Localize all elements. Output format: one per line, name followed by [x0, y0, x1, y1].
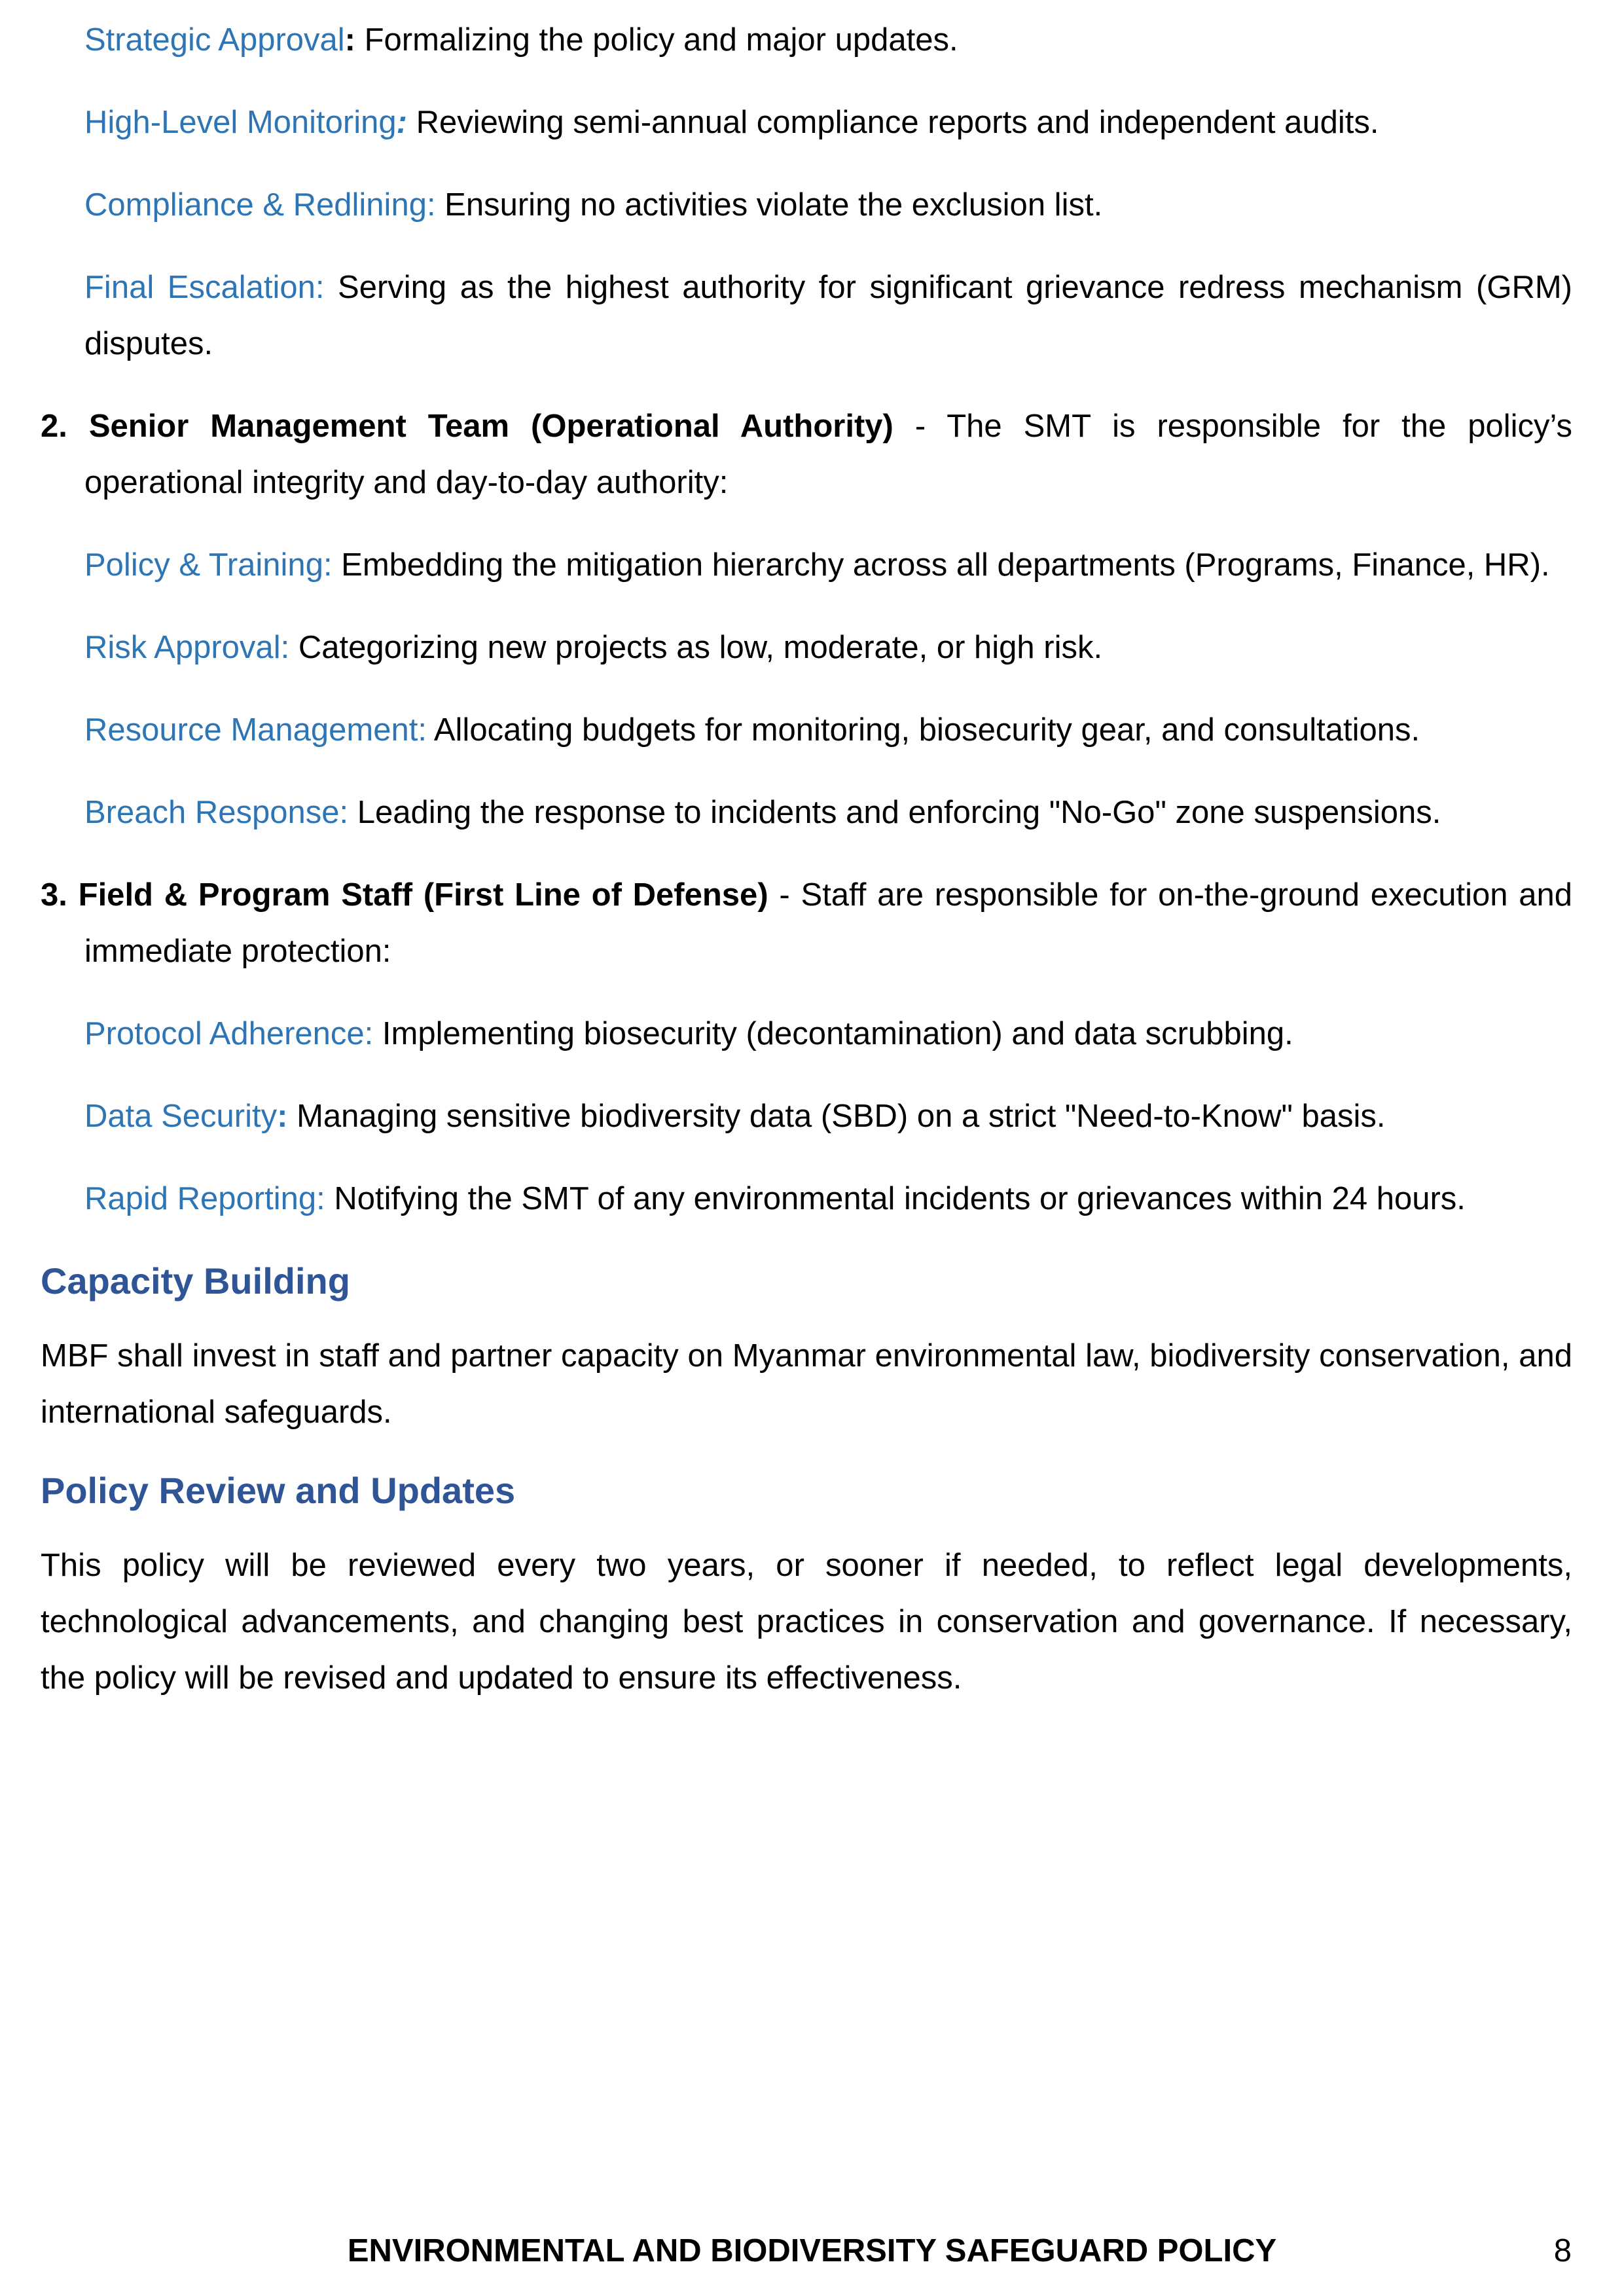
page-content — [41, 12, 1572, 1728]
item-term: Protocol Adherence: — [84, 1016, 374, 1051]
item-text: Ensuring no activities violate the exclusion list. — [435, 187, 1103, 223]
item-term: High-Level Monitoring — [84, 105, 397, 140]
numbered-role — [41, 867, 1572, 979]
item-term: Breach Response: — [84, 795, 349, 830]
list-item — [41, 94, 1572, 151]
item-text: Implementing biosecurity (decontamination) and data scrubbing. — [373, 1016, 1293, 1051]
item-term: Final Escalation: — [84, 270, 325, 305]
list-item — [41, 784, 1572, 841]
section-heading-policy-review: Policy Review and Updates — [41, 1470, 516, 1511]
item-text: Allocating budgets for monitoring, biosecurity gear, and consultations. — [426, 712, 1420, 748]
item-term: Policy & Training: — [84, 547, 333, 583]
list-item — [41, 259, 1572, 372]
paragraph-capacity-building: MBF shall invest in staff and partner capacity on Myanmar environmental law, biodiversity conservation, and international safeguards. — [41, 1338, 1572, 1430]
list-item — [41, 1006, 1572, 1062]
item-text: Embedding the mitigation hierarchy across all departments (Programs, Finance, HR). — [332, 547, 1550, 583]
page-number: 8 — [1553, 2233, 1572, 2269]
item-separator: : — [277, 1099, 288, 1134]
item-text: Serving as the highest authority for significant grievance redress mechanism (GRM) disputes. — [84, 270, 1573, 361]
list-item — [41, 537, 1572, 593]
list-item — [41, 177, 1572, 233]
item-text: Categorizing new projects as low, moderate, or high risk. — [289, 630, 1103, 665]
item-term: Resource Management: — [84, 712, 427, 748]
list-item — [41, 1171, 1572, 1227]
item-text: Leading the response to incidents and enforcing "No-Go" zone suspensions. — [348, 795, 1441, 830]
footer-title: ENVIRONMENTAL AND BIODIVERSITY SAFEGUARD POLICY — [347, 2233, 1277, 2269]
list-item — [41, 1088, 1572, 1144]
item-term: Risk Approval: — [84, 630, 290, 665]
item-separator: : — [396, 105, 407, 140]
numbered-role — [41, 398, 1572, 511]
role-description: - Staff are responsible for on-the-ground execution and immediate protection: — [84, 877, 1573, 969]
item-text: Managing sensitive biodiversity data (SBD) on a strict "Need-to-Know" basis. — [287, 1099, 1386, 1134]
list-item — [41, 702, 1572, 758]
section-heading-capacity-building: Capacity Building — [41, 1260, 350, 1302]
item-text: Formalizing the policy and major updates. — [355, 22, 958, 58]
list-item — [41, 12, 1572, 68]
item-term: Data Security — [84, 1099, 278, 1134]
role-label: 3. Field & Program Staff (First Line of Defense) — [41, 877, 768, 913]
paragraph-policy-review: This policy will be reviewed every two years, or sooner if needed, to reflect legal developments, technological advancements, and changing best practices in conservation and governance. If necessary, the policy will be revised and updated to ensure its effectiveness. — [41, 1548, 1572, 1696]
role-description: - The SMT is responsible for the policy’s operational integrity and day-to-day authority: — [84, 409, 1573, 500]
item-text: Notifying the SMT of any environmental incidents or grievances within 24 hours. — [325, 1181, 1466, 1216]
item-term: Compliance & Redlining: — [84, 187, 436, 223]
item-text: Reviewing semi-annual compliance reports and independent audits. — [406, 105, 1379, 140]
list-item — [41, 619, 1572, 676]
item-term: Rapid Reporting: — [84, 1181, 325, 1216]
item-term: Strategic Approval — [84, 22, 345, 58]
role-label: 2. Senior Management Team (Operational Authority) — [41, 409, 893, 444]
item-separator: : — [344, 22, 355, 58]
